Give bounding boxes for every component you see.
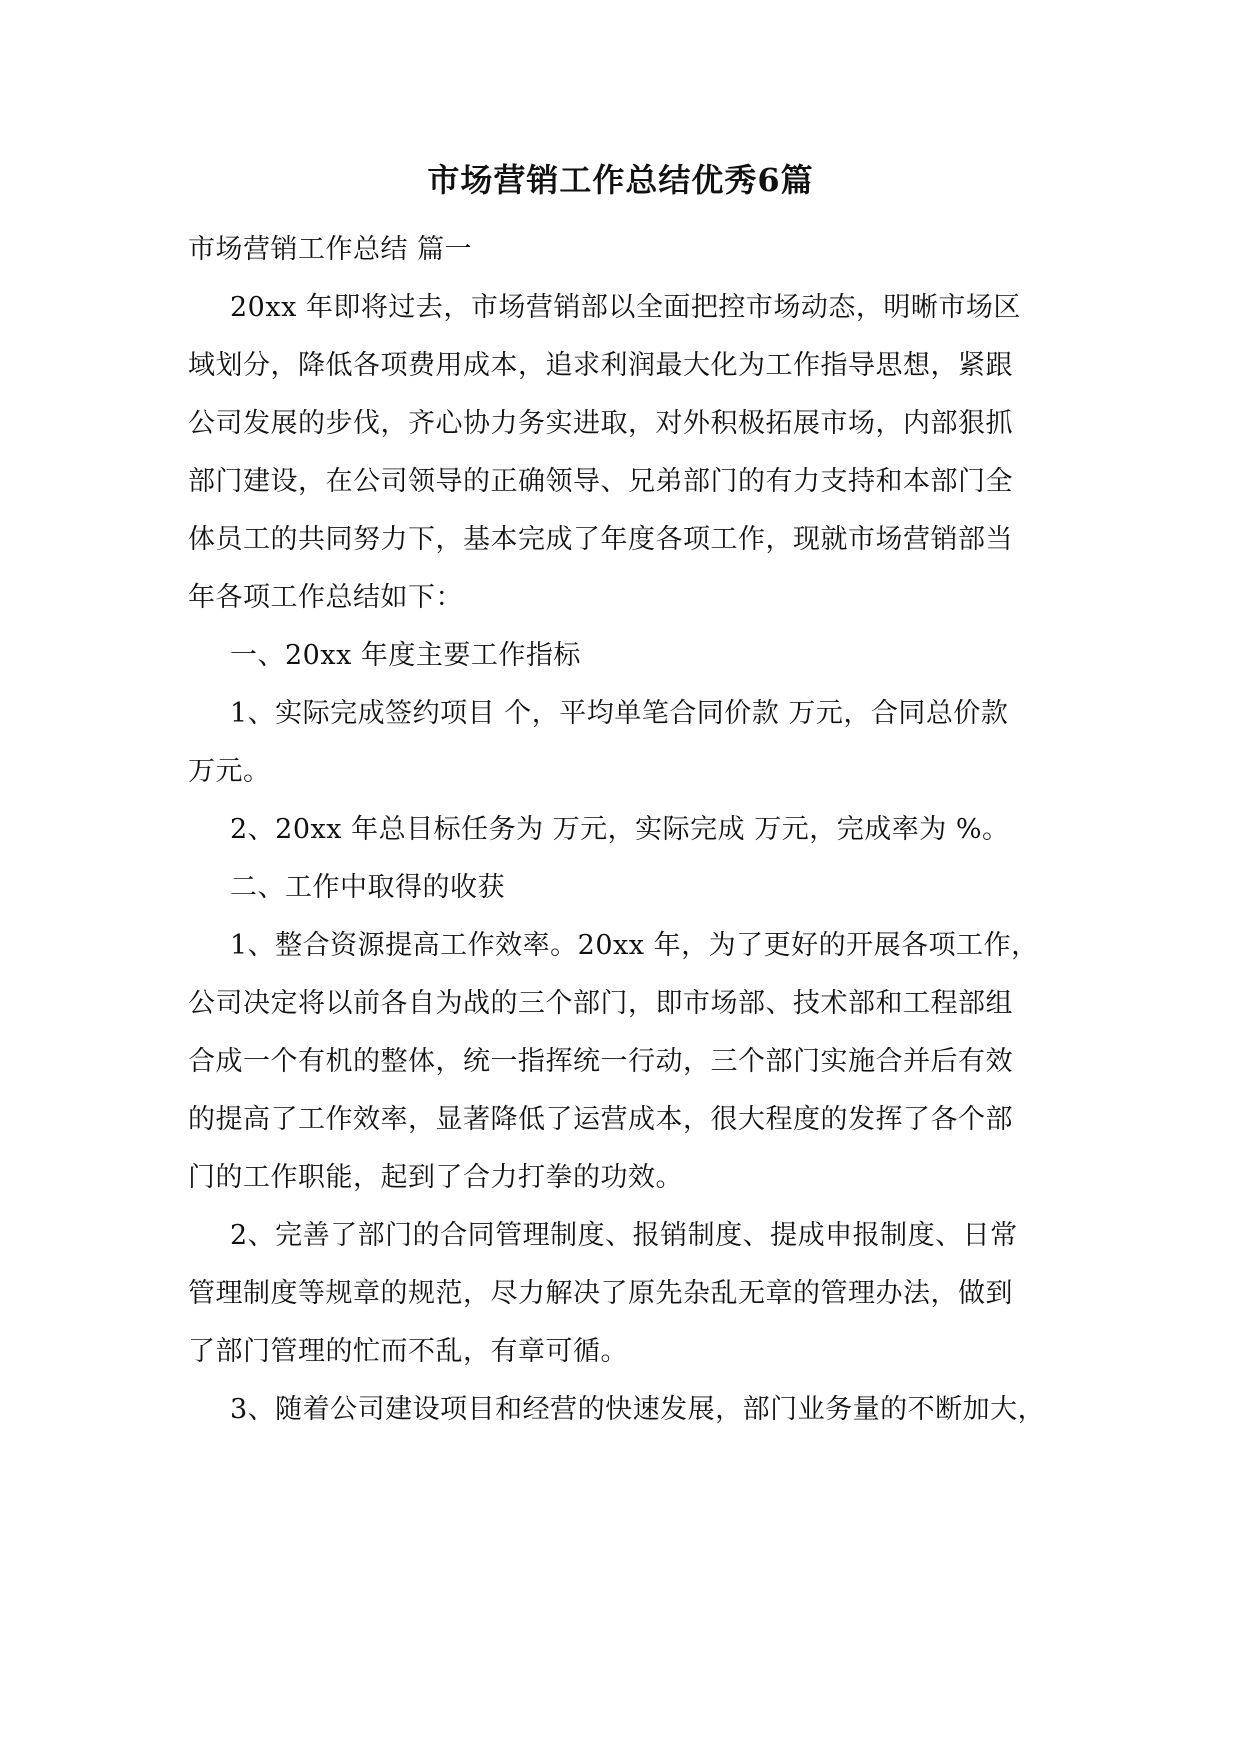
subheading: 一、20xx 年度主要工作指标 <box>230 640 581 671</box>
paragraph-line: 万元。 <box>188 756 271 787</box>
paragraph-line: 年各项工作总结如下： <box>188 582 463 613</box>
paragraph-line: 20xx 年即将过去，市场营销部以全面把控市场动态，明晰市场区 <box>230 292 1021 323</box>
paragraph-line: 部门建设，在公司领导的正确领导、兄弟部门的有力支持和本部门全 <box>188 466 1013 497</box>
paragraph-line: 1、实际完成签约项目 个，平均单笔合同价款 万元，合同总价款 <box>230 698 1009 729</box>
paragraph-line: 域划分，降低各项费用成本，追求利润最大化为工作指导思想，紧跟 <box>188 350 1013 381</box>
paragraph-line: 体员工的共同努力下，基本完成了年度各项工作，现就市场营销部当 <box>188 524 1013 555</box>
paragraph-line: 1、整合资源提高工作效率。20xx 年，为了更好的开展各项工作， <box>230 930 1039 961</box>
paragraph-line: 2、完善了部门的合同管理制度、报销制度、提成申报制度、日常 <box>230 1220 1018 1251</box>
section-heading: 市场营销工作总结 篇一 <box>188 234 473 265</box>
paragraph-line: 的提高了工作效率，显著降低了运营成本，很大程度的发挥了各个部 <box>188 1104 1013 1135</box>
paragraph-line: 管理制度等规章的规范，尽力解决了原先杂乱无章的管理办法，做到 <box>188 1278 1013 1309</box>
paragraph-line: 门的工作职能，起到了合力打拳的功效。 <box>188 1162 683 1193</box>
subheading: 二、工作中取得的收获 <box>230 872 505 903</box>
paragraph-line: 2、20xx 年总目标任务为 万元，实际完成 万元，完成率为 %。 <box>230 814 1010 845</box>
paragraph-line: 了部门管理的忙而不乱，有章可循。 <box>188 1336 628 1367</box>
paragraph-line: 合成一个有机的整体，统一指挥统一行动，三个部门实施合并后有效 <box>188 1046 1013 1077</box>
paragraph-line: 公司决定将以前各自为战的三个部门，即市场部、技术部和工程部组 <box>188 988 1013 1019</box>
document-title: 市场营销工作总结优秀6篇 <box>427 161 814 199</box>
paragraph-line: 公司发展的步伐，齐心协力务实进取，对外积极拓展市场，内部狠抓 <box>188 408 1013 439</box>
paragraph-line: 3、随着公司建设项目和经营的快速发展，部门业务量的不断加大， <box>230 1394 1046 1425</box>
